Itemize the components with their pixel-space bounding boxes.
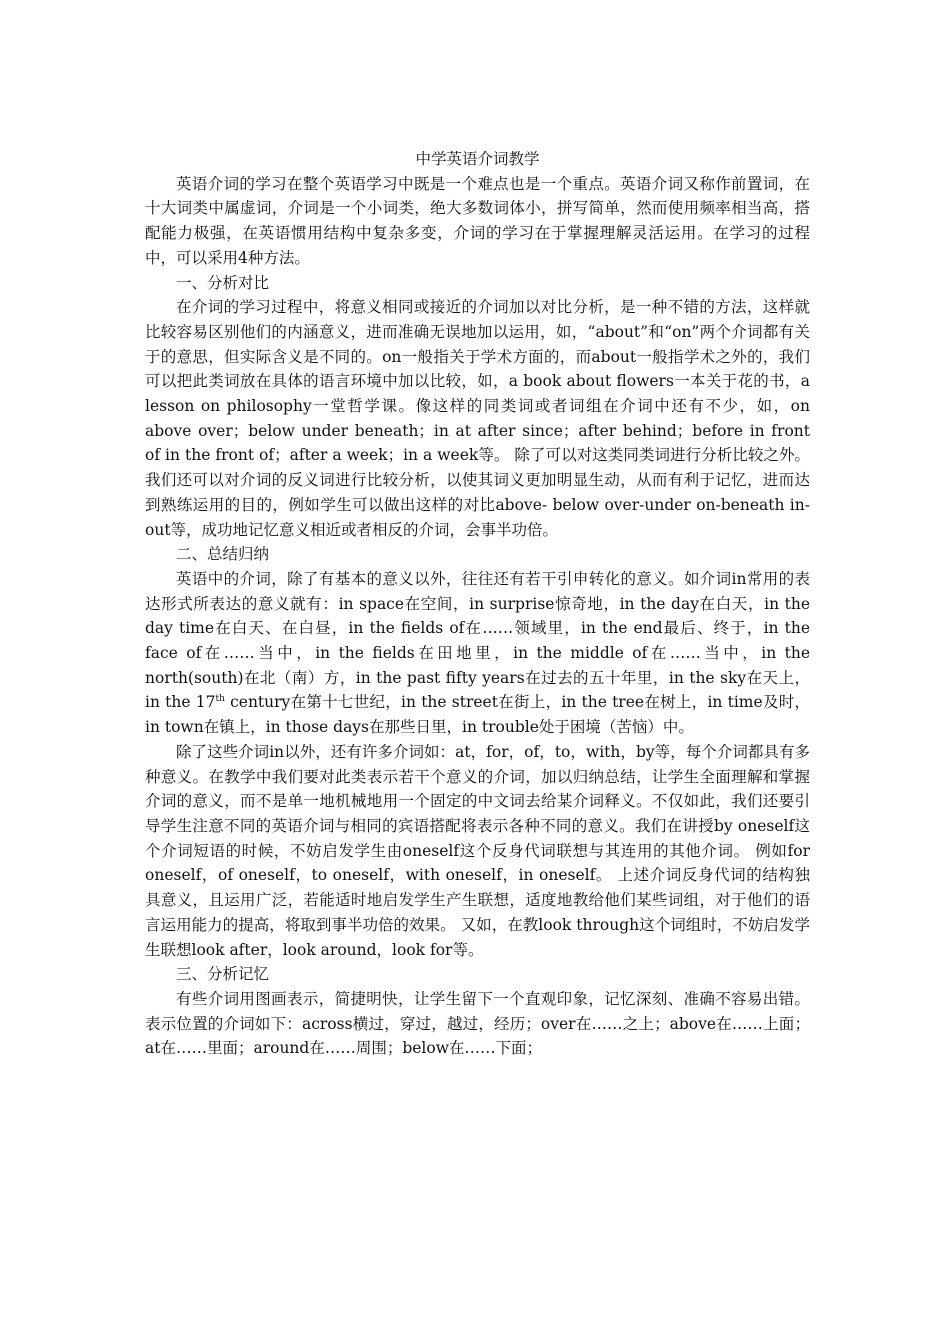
section2-text-part2: century在第十七世纪，in the street在街上，in the tree在树上，in time及时，in town在镇上，in those days在那些日里，in trouble处于困境（苦恼）中。 [145,693,810,737]
section2-heading: 二、总结归纳 [176,545,270,564]
section2-paragraph [145,567,810,740]
section2-text-part1: 英语中的介词，除了有基本的意义以外，往往还有若干引申转化的意义。如介词in常用的表达形式所表达的意义就有：in space在空间，in surprise惊奇地，in the day在白天，in the day time在白天、在白昼，in the fields of在……领域里，in the end最后、终于，in the face of在……当中，in the fields在田地里，in the middle of在……当中，in the north(south)在北（南）方，in the past fifty years在过去的五十年里，in the sky在天上，in the 17 [145,569,810,712]
section3-paragraph: 有些介词用图画表示，简捷明快，让学生留下一个直观印象，记忆深刻、准确不容易出错。表示位置的介词如下：across横过，穿过，越过，经历；over在……之上；above在……上面；at在……里面；around在……周围；below在……下面； [145,989,810,1058]
ordinal-superscript: th [215,694,225,705]
section1-heading: 一、分析对比 [176,273,270,292]
document-page [145,147,810,1061]
section2-paragraph-2: 除了这些介词in以外，还有许多介词如：at，for，of，to，with，by等，每个介词都具有多种意义。在教学中我们要对此类表示若干个意义的介词，加以归纳总结，让学生全面理解和掌握介词的意义，而不是单一地机械地用一个固定的中文词去给某介词释义。不仅如此，我们还要引导学生注意不同的英语介词与相同的宾语搭配将表示各种不同的意义。我们在讲授by oneself这个介词短语的时候，不妨启发学生由oneself这个反身代词联想与其连用的其他介词。 例如for oneself，of oneself，to oneself，with oneself，in oneself。 上述介词反身代词的结构独具意义，且运用广泛，若能适时地启发学生产生联想，适度地教给他们某些词组，对于他们的语言运用能力的提高，将取到事半功倍的效果。 又如，在教look through这个词组时，不妨启发学生联想look after，look around，look for等。 [145,742,810,959]
document-title: 中学英语介词教学 [415,150,540,168]
section1-paragraph: 在介词的学习过程中，将意义相同或接近的介词加以对比分析，是一种不错的方法，这样就比较容易区别他们的内涵意义，进而准确无误地加以运用，如，“about”和“on”两个介词都有关于的意思，但实际含义是不同的。on一般指关于学术方面的，而about一般指学术之外的，我们可以把此类词放在具体的语言环境中加以比较，如，a book about flowers一本关于花的书，a lesson on philosophy一堂哲学课。像这样的同类词或者词组在介词中还有不少，如，on above over；below under beneath；in at after since；after behind；before in front of in the front of；after a week；in a week等。 除了可以对这类同类词进行分析比较之外。我们还可以对介词的反义词进行比较分析，以使其词义更加明显生动，从而有利于记忆，进而达到熟练运用的目的，例如学生可以做出这样的对比above- below over-under on-beneath in-out等，成功地记忆意义相近或者相反的介词，会事半功倍。 [145,298,810,539]
intro-paragraph: 英语介词的学习在整个英语学习中既是一个难点也是一个重点。英语介词又称作前置词，在十大词类中属虚词，介词是一个小词类，绝大多数词体小，拼写简单，然而使用频率相当高，搭配能力极强，在英语惯用结构中复杂多变，介词的学习在于掌握理解灵活运用。在学习的过程中，可以采用4种方法。 [145,174,810,267]
section3-heading: 三、分析记忆 [176,965,270,984]
